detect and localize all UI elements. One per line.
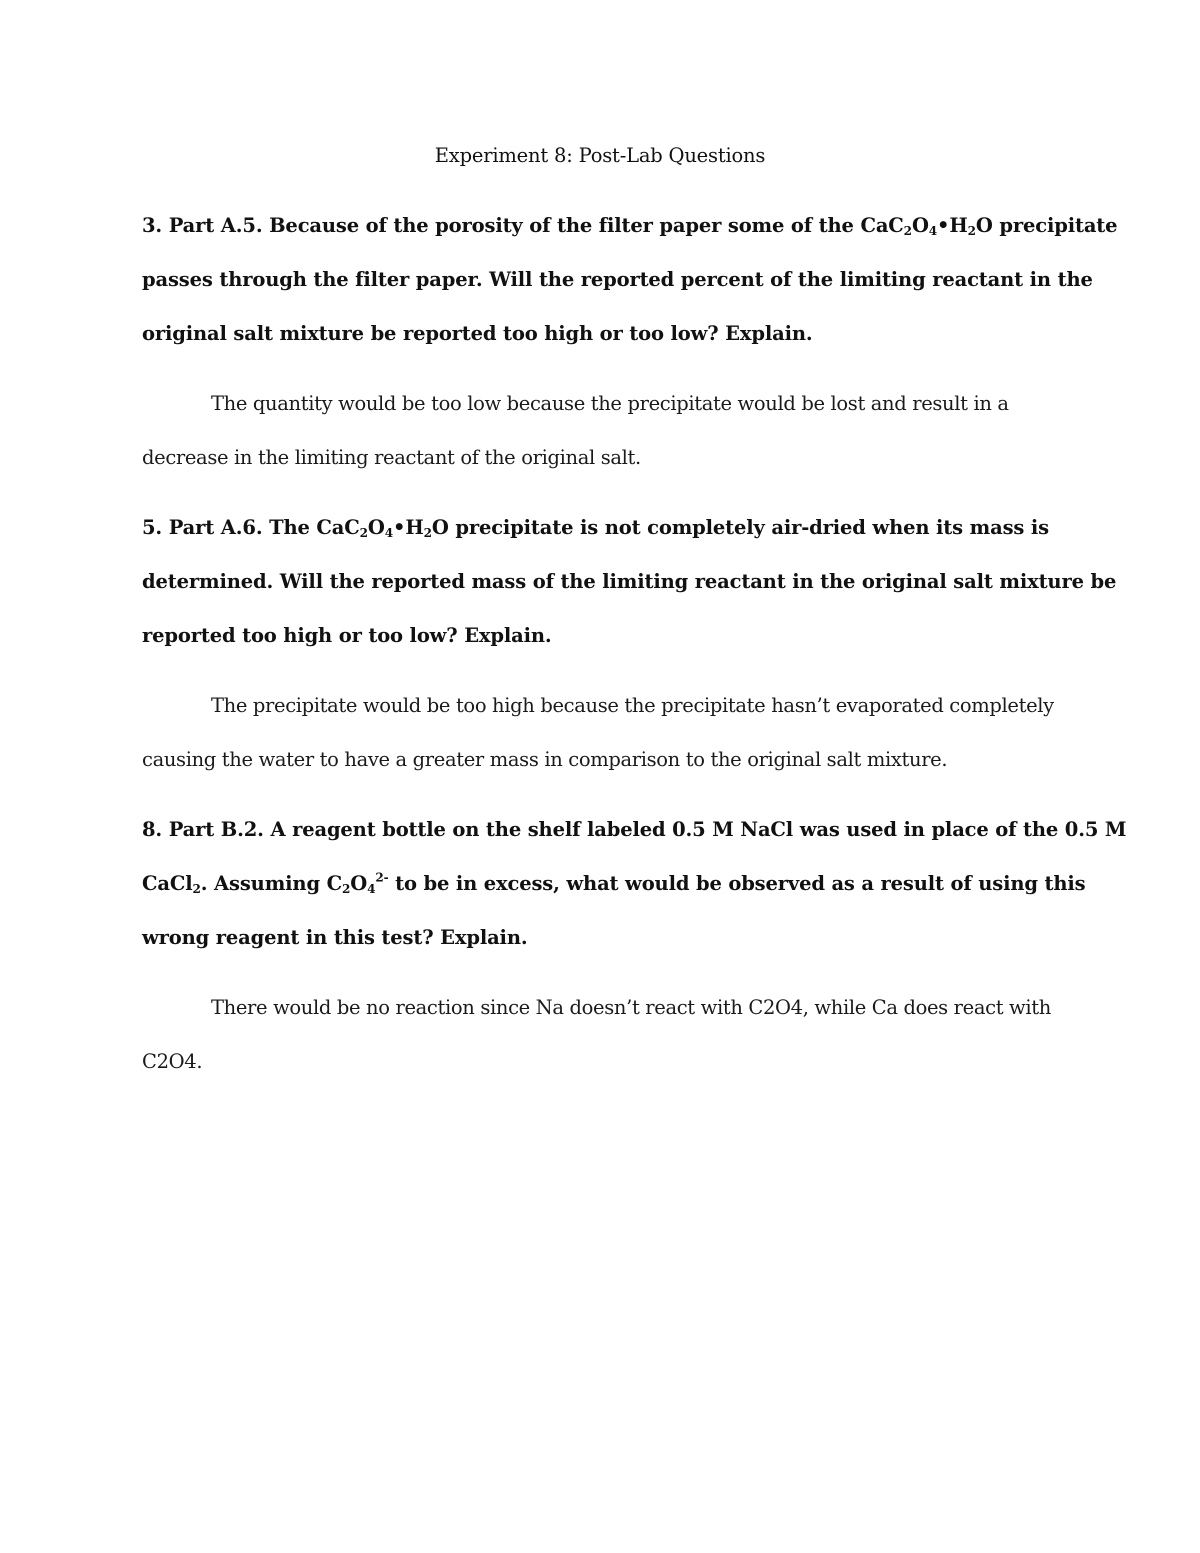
question-5-line-2: determined. Will the reported mass of the limiting reactant in the original salt mixture be bbox=[142, 570, 1117, 593]
question-3-text: O precipitate bbox=[975, 214, 1118, 237]
question-5-text: •H bbox=[393, 516, 424, 539]
subscript: 4 bbox=[928, 224, 938, 239]
question-5-line-3: reported too high or too low? Explain. bbox=[142, 624, 552, 647]
question-3-text: O bbox=[911, 214, 929, 237]
answer-5-line-2: causing the water to have a greater mass in comparison to the original salt mixture. bbox=[142, 748, 948, 771]
question-5-text: O bbox=[367, 516, 385, 539]
superscript: 2- bbox=[375, 870, 389, 885]
question-3-line-3: original salt mixture be reported too high or too low? Explain. bbox=[142, 322, 813, 345]
subscript: 2 bbox=[967, 224, 976, 239]
question-3-text: 3. Part A.5. Because of the porosity of the filter paper some of the CaC bbox=[142, 214, 904, 237]
question-8-text: to be in excess, what would be observed as a result of using this bbox=[388, 872, 1086, 895]
answer-8-line-2: C2O4. bbox=[142, 1050, 203, 1073]
question-5-text: O precipitate is not completely air-dried when its mass is bbox=[431, 516, 1049, 539]
answer-3-line-2: decrease in the limiting reactant of the original salt. bbox=[142, 446, 641, 469]
subscript: 2 bbox=[192, 882, 201, 897]
question-5-line-1 bbox=[142, 516, 1062, 540]
subscript: 2 bbox=[423, 526, 432, 541]
subscript: 2 bbox=[359, 526, 368, 541]
question-8-line-3: wrong reagent in this test? Explain. bbox=[142, 926, 528, 949]
subscript: 4 bbox=[384, 526, 393, 541]
question-8-text: O bbox=[350, 872, 368, 895]
question-8-line-2 bbox=[142, 870, 1086, 897]
question-8-text: CaCl bbox=[142, 872, 193, 895]
question-3-line-2: passes through the filter paper. Will the reported percent of the limiting reactant in the bbox=[142, 268, 1093, 291]
subscript: 4 bbox=[367, 882, 376, 897]
question-3-text: •H bbox=[937, 214, 968, 237]
answer-8-line-1: There would be no reaction since Na doesn’t react with C2O4, while Ca does react with bbox=[211, 996, 1051, 1019]
question-8-text: . Assuming C bbox=[200, 872, 342, 895]
answer-3-line-1: The quantity would be too low because the precipitate would be lost and result in a bbox=[211, 392, 1009, 415]
question-8-line-1: 8. Part B.2. A reagent bottle on the shelf labeled 0.5 M NaCl was used in place of the 0.5 M bbox=[142, 818, 1127, 841]
question-5-text: 5. Part A.6. The CaC bbox=[142, 516, 360, 539]
page-title: Experiment 8: Post-Lab Questions bbox=[434, 144, 766, 167]
subscript: 2 bbox=[341, 882, 351, 897]
question-3-line-1 bbox=[142, 214, 1118, 239]
answer-5-line-1: The precipitate would be too high because the precipitate hasn’t evaporated completely bbox=[211, 694, 1054, 717]
subscript: 2 bbox=[903, 224, 912, 239]
